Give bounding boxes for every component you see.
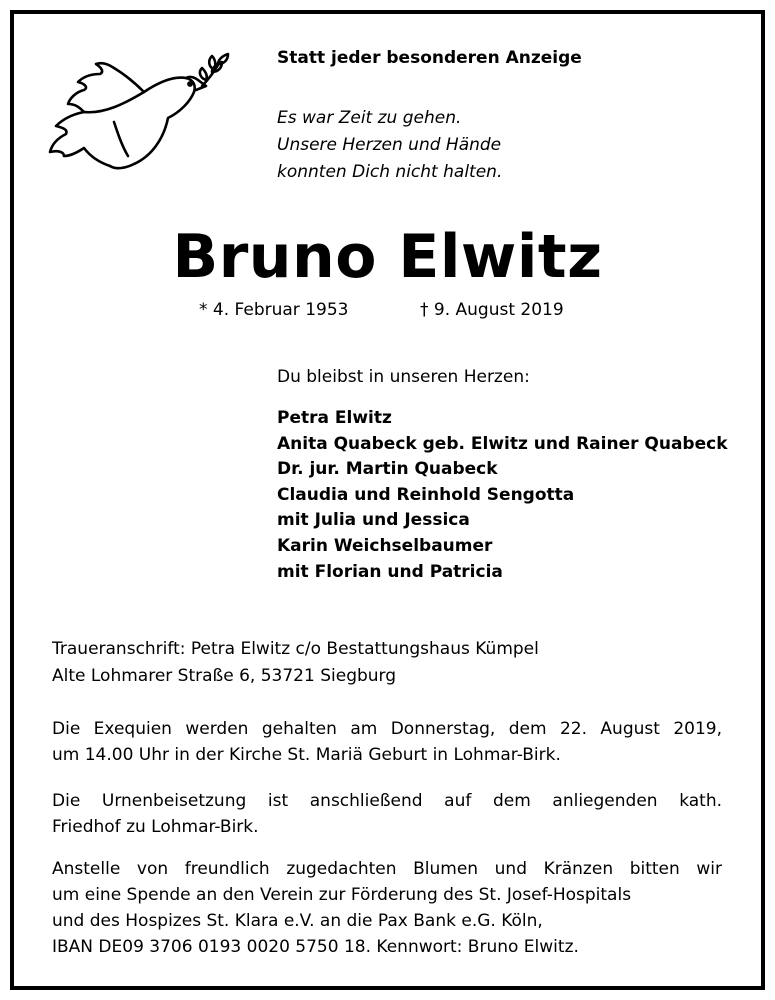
mourning-address — [52, 636, 539, 690]
poem — [277, 105, 502, 186]
mourners-intro: Du bleibst in unseren Herzen: — [277, 367, 530, 387]
dove-icon — [44, 52, 234, 180]
poem-line: konnten Dich nicht halten. — [277, 162, 503, 182]
mourner-name: Claudia und Reinhold Sengotta — [277, 484, 575, 505]
birth-date: * 4. Februar 1953 — [199, 300, 349, 320]
poem-line: Es war Zeit zu gehen. — [277, 108, 462, 128]
donation-paragraph — [52, 856, 722, 960]
mourner-name: Petra Elwitz — [277, 408, 392, 428]
mourner-name: Karin Weichselbaumer — [277, 535, 493, 556]
paragraph-line: um 14.00 Uhr in der Kirche St. Mariä Geburt in Lohmar-Birk. — [52, 745, 561, 765]
paragraph-line: Die Urnenbeisetzung ist anschließend auf dem anliegenden kath. — [52, 791, 722, 811]
paragraph-line: IBAN DE09 3706 0193 0020 5750 18. Kennwort: Bruno Elwitz. — [52, 937, 579, 957]
poem-line: Unsere Herzen und Hände — [277, 135, 502, 155]
mourner-name: mit Florian und Patricia — [277, 561, 503, 582]
mourner-name: mit Julia und Jessica — [277, 510, 470, 531]
burial-paragraph — [52, 788, 722, 840]
paragraph-line: Friedhof zu Lohmar-Birk. — [52, 817, 259, 837]
notice-heading: Statt jeder besonderen Anzeige — [277, 48, 582, 68]
mourner-name: Dr. jur. Martin Quabeck — [277, 459, 498, 480]
paragraph-line: Anstelle von freundlich zugedachten Blumen und Kränzen bitten wir — [52, 859, 722, 879]
mourners-list — [277, 406, 728, 585]
address-line: Traueranschrift: Petra Elwitz c/o Bestattungshaus Kümpel — [52, 639, 539, 659]
paragraph-line: um eine Spende an den Verein zur Förderung des St. Josef-Hospitals — [52, 885, 632, 905]
paragraph-line: Die Exequien werden gehalten am Donnerstag, dem 22. August 2019, — [52, 719, 722, 739]
mourner-name: Anita Quabeck geb. Elwitz und Rainer Quabeck — [277, 433, 728, 454]
deceased-name: Bruno Elwitz — [172, 222, 603, 292]
address-line: Alte Lohmarer Straße 6, 53721 Siegburg — [52, 666, 397, 686]
death-date: † 9. August 2019 — [420, 300, 564, 320]
paragraph-line: und des Hospizes St. Klara e.V. an die Pax Bank e.G. Köln, — [52, 911, 543, 931]
exequies-paragraph — [52, 716, 722, 768]
